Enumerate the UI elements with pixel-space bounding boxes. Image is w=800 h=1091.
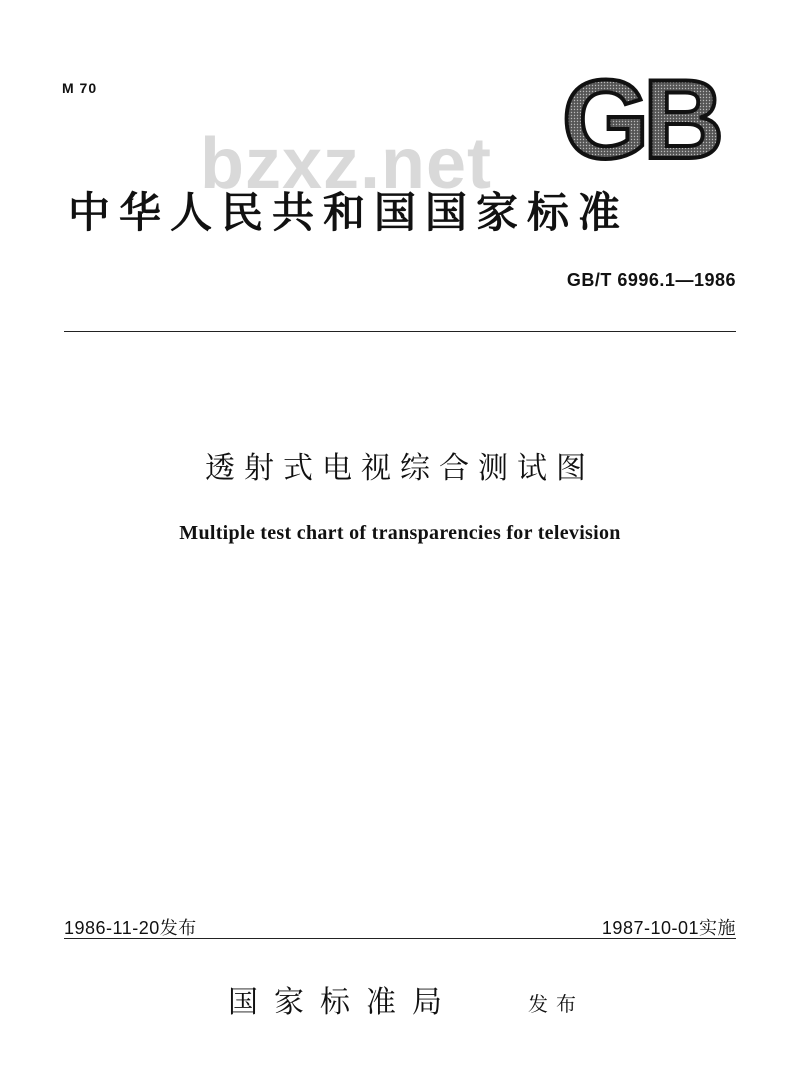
national-standard-title: 中华人民共和国国家标准 bbox=[68, 188, 630, 237]
gb-logo bbox=[552, 72, 728, 172]
implementation-date: 1987-10-01实施 bbox=[601, 918, 736, 938]
top-divider bbox=[64, 331, 736, 332]
issue-date: 1986-11-20发布 bbox=[64, 918, 197, 938]
publisher-name: 国家标准局 bbox=[228, 985, 458, 1020]
standard-number: GB/T 6996.1—1986 bbox=[566, 270, 736, 290]
publish-label: 发布 bbox=[528, 992, 584, 1016]
document-title-chinese: 透射式电视综合测试图 bbox=[205, 451, 595, 486]
bottom-divider bbox=[64, 938, 736, 939]
classification-code: M 70 bbox=[62, 80, 98, 96]
document-title-english: Multiple test chart of transparencies for television bbox=[179, 522, 621, 544]
watermark: bzxz.net bbox=[200, 124, 493, 204]
gb-logo-text: GB bbox=[562, 72, 718, 172]
